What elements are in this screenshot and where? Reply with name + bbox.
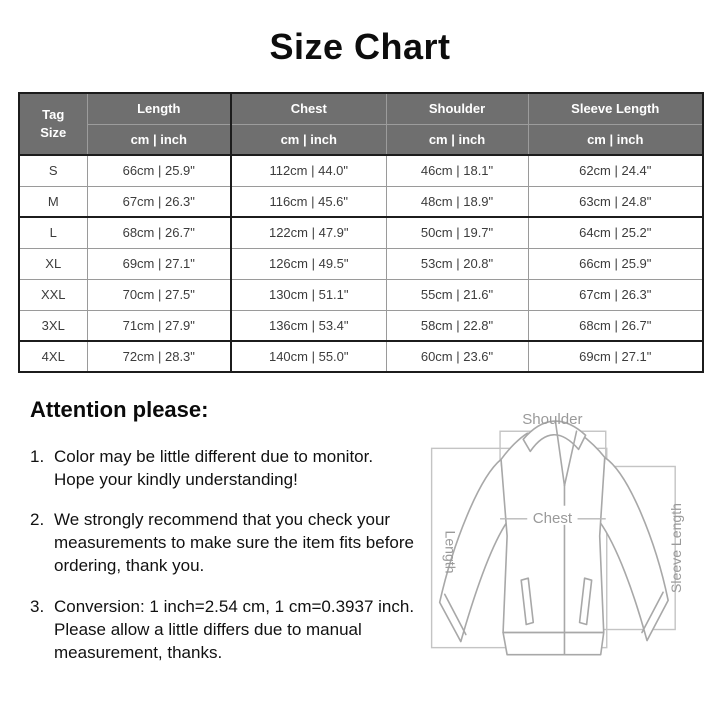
cell-size: XL bbox=[19, 248, 87, 279]
cell-shoulder: 50cm | 19.7" bbox=[386, 217, 528, 248]
sleeve-length-label: Sleeve Length bbox=[668, 502, 685, 594]
jacket-diagram-svg bbox=[420, 393, 718, 705]
attention-item-text: Color may be little different due to monitor. Hope your kindly understanding! bbox=[54, 447, 374, 490]
cell-size: 4XL bbox=[19, 341, 87, 372]
table-row bbox=[19, 248, 703, 279]
cell-length: 71cm | 27.9" bbox=[87, 310, 231, 341]
cell-length: 70cm | 27.5" bbox=[87, 279, 231, 310]
attention-item-number: 1. bbox=[30, 447, 45, 466]
header-chest: Chest bbox=[231, 93, 386, 124]
cell-sleeve: 69cm | 27.1" bbox=[528, 341, 703, 372]
header-length: Length bbox=[87, 93, 231, 124]
table-row bbox=[19, 217, 703, 248]
unit-label: cm | inch bbox=[87, 124, 231, 155]
cell-length: 66cm | 25.9" bbox=[87, 155, 231, 186]
table-row bbox=[19, 155, 703, 186]
attention-item bbox=[30, 508, 420, 577]
cell-shoulder: 60cm | 23.6" bbox=[386, 341, 528, 372]
cell-sleeve: 66cm | 25.9" bbox=[528, 248, 703, 279]
cell-sleeve: 67cm | 26.3" bbox=[528, 279, 703, 310]
table-row bbox=[19, 341, 703, 372]
table-header-row bbox=[19, 93, 703, 124]
cell-size: S bbox=[19, 155, 87, 186]
cell-chest: 112cm | 44.0" bbox=[231, 155, 386, 186]
cell-length: 69cm | 27.1" bbox=[87, 248, 231, 279]
cell-size: M bbox=[19, 186, 87, 217]
cell-chest: 136cm | 53.4" bbox=[231, 310, 386, 341]
cell-shoulder: 46cm | 18.1" bbox=[386, 155, 528, 186]
cell-chest: 116cm | 45.6" bbox=[231, 186, 386, 217]
cell-chest: 130cm | 51.1" bbox=[231, 279, 386, 310]
jacket-measurement-diagram bbox=[420, 393, 718, 710]
cell-shoulder: 58cm | 22.8" bbox=[386, 310, 528, 341]
cell-shoulder: 55cm | 21.6" bbox=[386, 279, 528, 310]
table-units-row bbox=[19, 124, 703, 155]
cell-chest: 126cm | 49.5" bbox=[231, 248, 386, 279]
unit-label: cm | inch bbox=[231, 124, 386, 155]
unit-label: cm | inch bbox=[386, 124, 528, 155]
attention-item-number: 3. bbox=[30, 596, 45, 616]
cell-shoulder: 53cm | 20.8" bbox=[386, 248, 528, 279]
cell-size: 3XL bbox=[19, 310, 87, 341]
attention-section bbox=[30, 397, 420, 710]
shoulder-label: Shoulder bbox=[522, 411, 583, 429]
attention-item bbox=[30, 445, 420, 491]
cell-size: XXL bbox=[19, 279, 87, 310]
table-row bbox=[19, 279, 703, 310]
chest-label: Chest bbox=[532, 509, 573, 527]
attention-heading: Attention please: bbox=[30, 397, 209, 422]
bottom-section bbox=[0, 397, 720, 710]
cell-chest: 122cm | 47.9" bbox=[231, 217, 386, 248]
cell-length: 67cm | 26.3" bbox=[87, 186, 231, 217]
cell-sleeve: 62cm | 24.4" bbox=[528, 155, 703, 186]
jacket-right-sleeve bbox=[600, 457, 668, 640]
attention-item bbox=[30, 595, 420, 664]
unit-label: cm | inch bbox=[528, 124, 703, 155]
jacket-drawing bbox=[440, 421, 668, 655]
cell-sleeve: 68cm | 26.7" bbox=[528, 310, 703, 341]
cell-shoulder: 48cm | 18.9" bbox=[386, 186, 528, 217]
page-title: Size Chart bbox=[269, 26, 451, 67]
cell-sleeve: 64cm | 25.2" bbox=[528, 217, 703, 248]
cell-sleeve: 63cm | 24.8" bbox=[528, 186, 703, 217]
cell-size: L bbox=[19, 217, 87, 248]
cell-length: 68cm | 26.7" bbox=[87, 217, 231, 248]
header-shoulder: Shoulder bbox=[386, 93, 528, 124]
table-row bbox=[19, 186, 703, 217]
header-sleeve-length: Sleeve Length bbox=[528, 93, 703, 124]
table-row bbox=[19, 310, 703, 341]
header-tag-size: Tag Size bbox=[19, 93, 87, 155]
cell-chest: 140cm | 55.0" bbox=[231, 341, 386, 372]
cell-length: 72cm | 28.3" bbox=[87, 341, 231, 372]
size-chart-table bbox=[18, 92, 704, 373]
attention-item-text: We strongly recommend that you check your measurements to make sure the item fits before ordering, thank you. bbox=[54, 510, 414, 576]
length-label: Length bbox=[442, 530, 459, 574]
attention-item-text: Conversion: 1 inch=2.54 cm, 1 cm=0.3937 inch. Please allow a little differs due to manual measurement, thanks. bbox=[54, 596, 415, 662]
jacket-hem-band bbox=[503, 633, 604, 655]
attention-item-number: 2. bbox=[30, 510, 45, 530]
